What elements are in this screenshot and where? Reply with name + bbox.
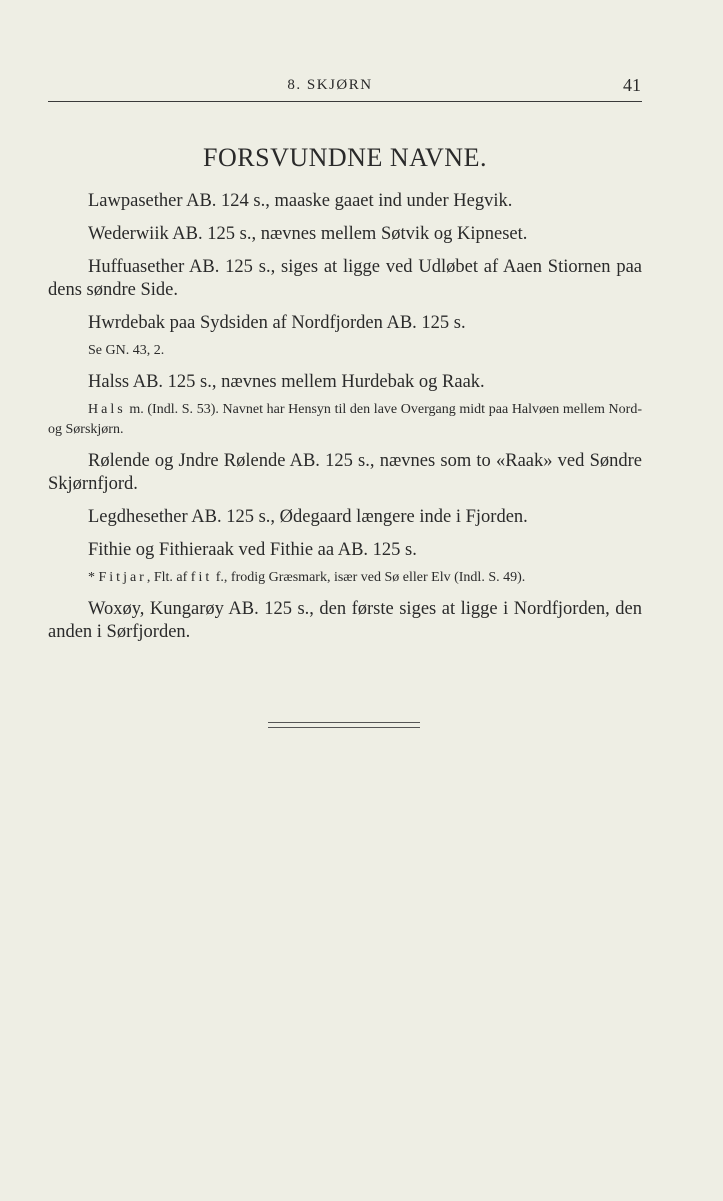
entry-huffuasether: Huffuasether AB. 125 s., siges at ligge ved Udløbet af Aaen Stiornen paa dens søndre Side. xyxy=(48,257,642,300)
running-header-title: 8. SKJØRN xyxy=(287,77,373,93)
note-fitjar-rest: f., frodig Græsmark, især ved Sø eller Elv (Indl. S. 49). xyxy=(212,570,526,585)
entry-woxoy: Woxøy, Kungarøy AB. 125 s., den første siges at ligge i Nordfjorden, den anden i Sørfjorden. xyxy=(48,599,642,642)
entries-block xyxy=(48,190,642,644)
entry-wederwiik: Wederwiik AB. 125 s., nævnes mellem Søtvik og Kipneset. xyxy=(88,224,528,244)
page-number: 41 xyxy=(623,75,641,95)
note-fitjar-headword: Fitjar xyxy=(98,570,147,585)
entry-rolende: Rølende og Jndre Rølende AB. 125 s., nævnes som to «Raak» ved Søndre Skjørnfjord. xyxy=(48,451,642,494)
note-hwrdebak: Se GN. 43, 2. xyxy=(88,343,165,358)
entry-lawpasether: Lawpasether AB. 124 s., maaske gaaet ind under Hegvik. xyxy=(88,191,513,211)
entry-hwrdebak: Hwrdebak paa Sydsiden af Nordfjorden AB. 125 s. xyxy=(88,313,466,333)
note-fit-word: fit xyxy=(190,570,213,585)
note-fitjar xyxy=(48,568,642,588)
entry-legdhesether: Legdhesether AB. 125 s., Ødegaard længere inde i Fjorden. xyxy=(88,507,528,527)
note-fitjar-text: , Flt. af xyxy=(146,570,191,585)
section-title: FORSVUNDNE NAVNE. xyxy=(203,143,487,172)
entry-halss: Halss AB. 125 s., nævnes mellem Hurdebak og Raak. xyxy=(88,372,485,392)
entry-fithie: Fithie og Fithieraak ved Fithie aa AB. 125 s. xyxy=(88,540,417,560)
note-hals-text: m. (Indl. S. 53). Navnet har Hensyn til den lave Overgang midt paa Halvøen mellem Nord- og Sørskjørn. xyxy=(48,402,642,437)
note-hals xyxy=(48,400,642,440)
header-rule xyxy=(48,101,642,102)
section-end-rule xyxy=(268,722,420,728)
note-hals-headword: Hals xyxy=(88,402,126,417)
note-fitjar-star: * xyxy=(88,570,99,585)
